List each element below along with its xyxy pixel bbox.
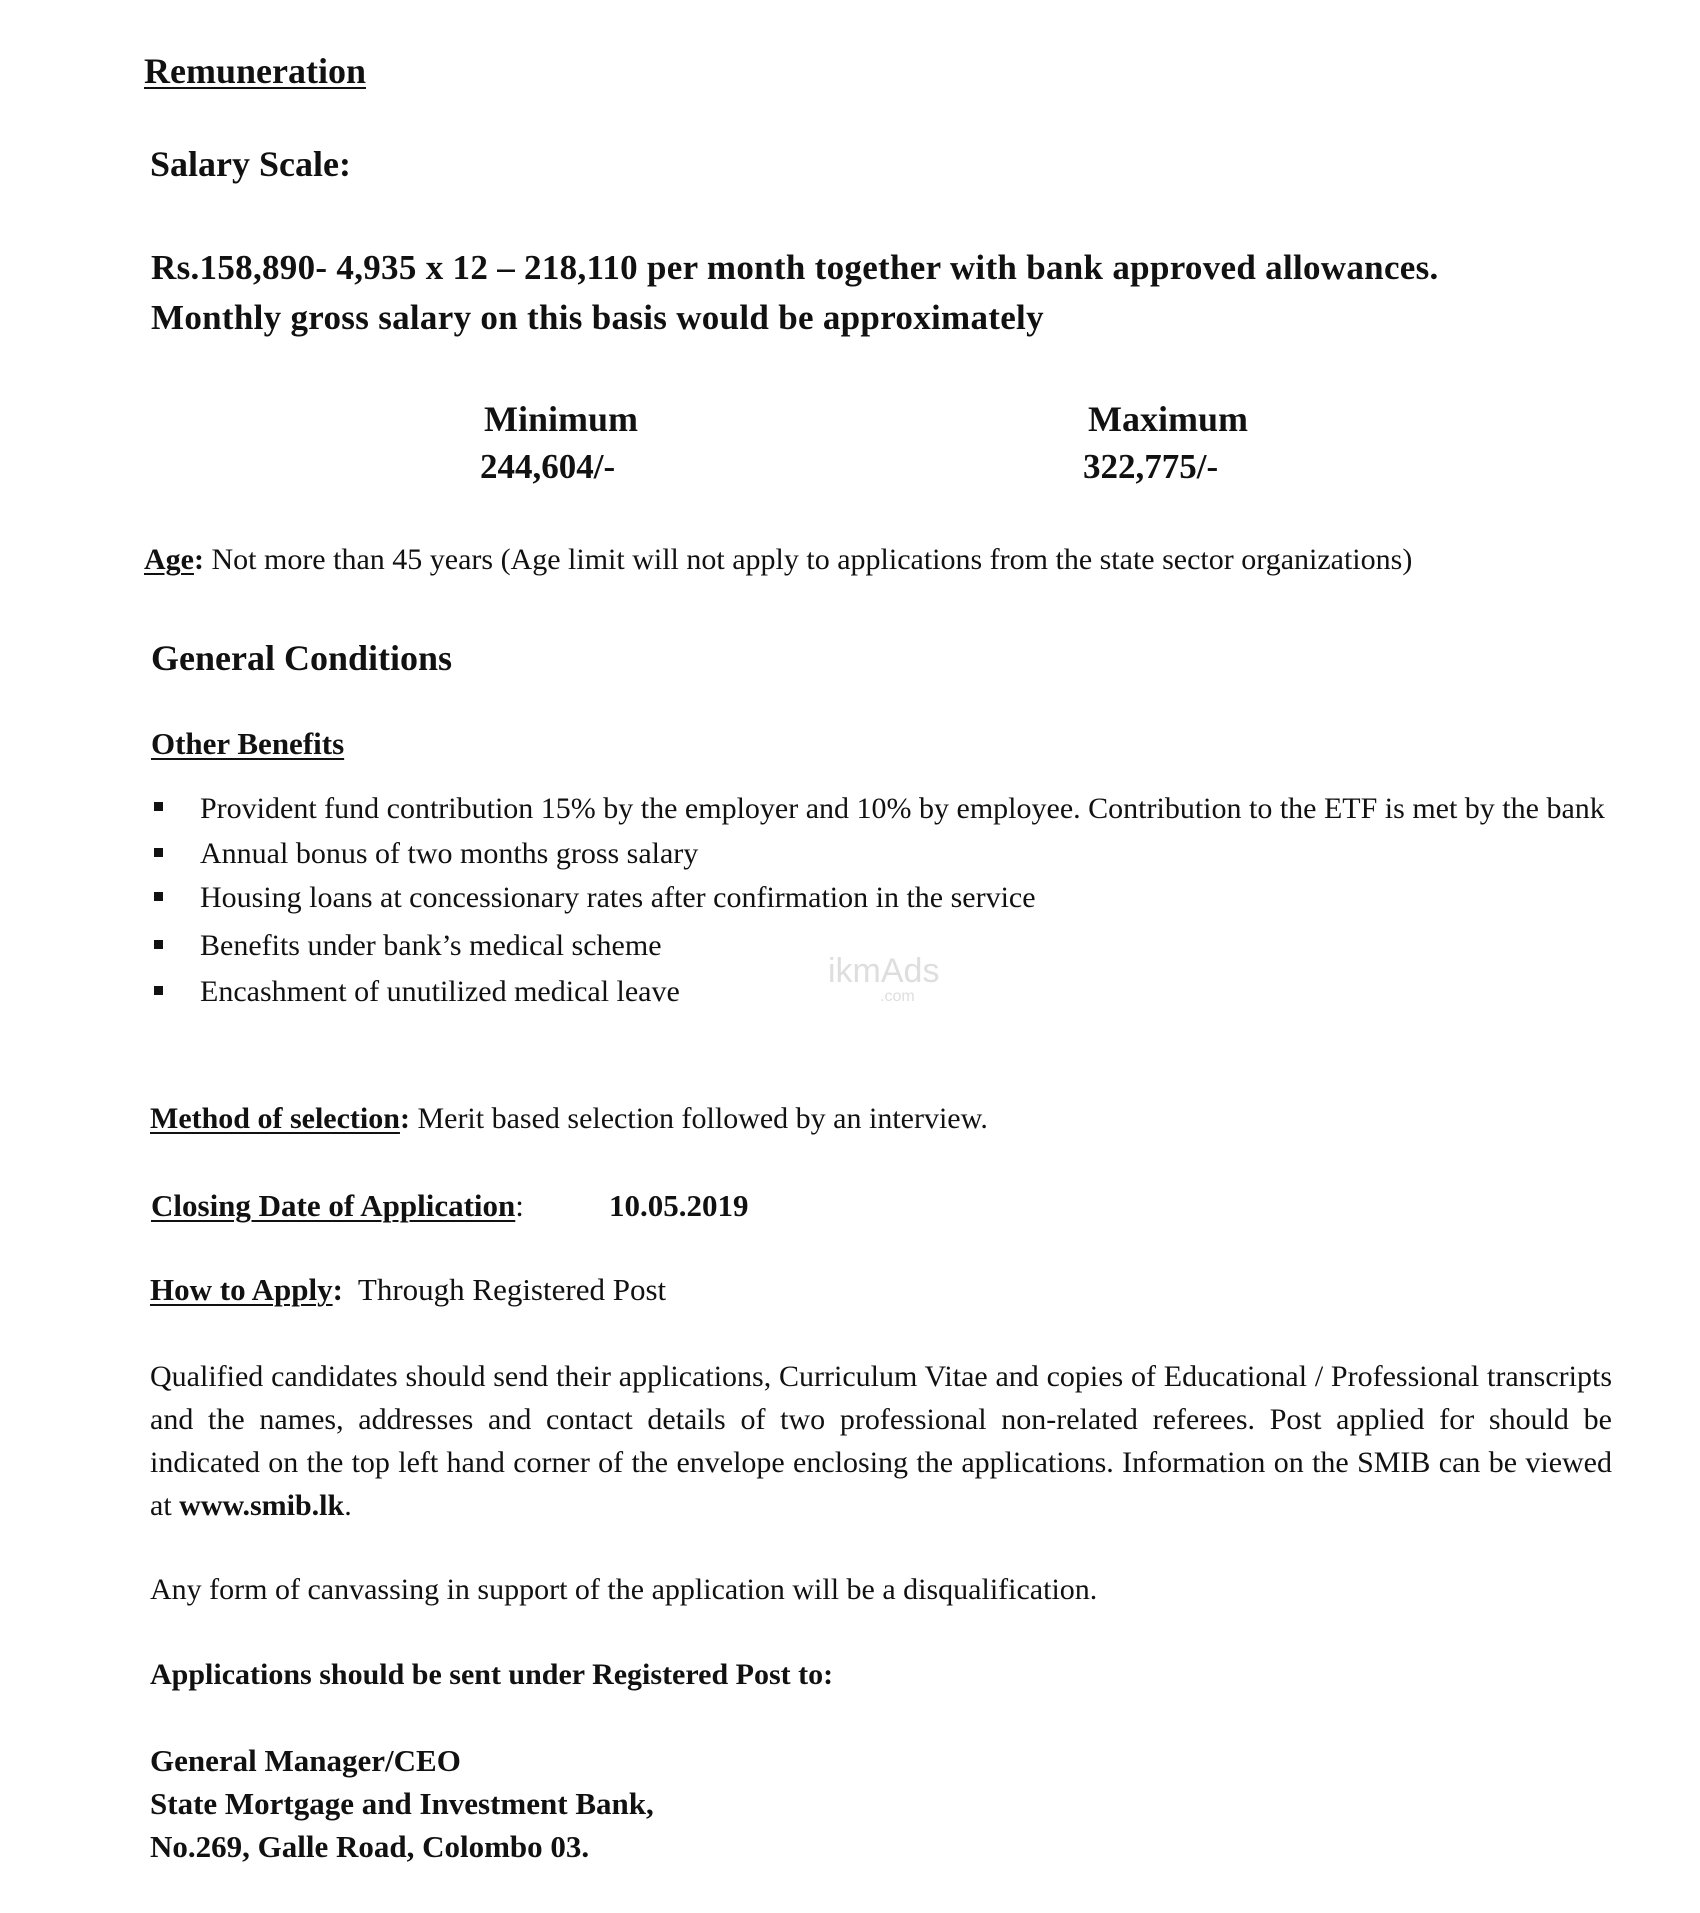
square-bullet-icon bbox=[154, 848, 163, 857]
benefit-text: Encashment of unutilized medical leave bbox=[200, 975, 680, 1008]
watermark-text: ikmAds bbox=[828, 952, 940, 990]
age-text: Not more than 45 years (Age limit will not apply to applications from the state sector organizations) bbox=[203, 543, 1413, 576]
closing-date-value: 10.05.2019 bbox=[609, 1188, 749, 1223]
instructions-text: Qualified candidates should send their applications, Curriculum Vitae and copies of Educational / Professional transcripts and the names, addresses and contact details of two professional non-related referees. Post applied for should be indicated on the top left hand corner of the envelope enclosing the applications. Information on the SMIB can be viewed at bbox=[150, 1360, 1612, 1522]
age-colon: : bbox=[193, 543, 204, 576]
minimum-value: 244,604/- bbox=[480, 447, 616, 486]
how-to-apply-colon: : bbox=[332, 1272, 343, 1307]
benefit-text: Provident fund contribution 15% by the employer and 10% by employee. Contribution to the ETF is met by the bank bbox=[200, 792, 1605, 825]
general-conditions-heading: General Conditions bbox=[151, 638, 453, 678]
canvassing-notice: Any form of canvassing in support of the application will be a disqualification. bbox=[150, 1573, 1098, 1606]
method-label: Method of selection bbox=[150, 1102, 400, 1135]
maximum-value: 322,775/- bbox=[1083, 447, 1219, 486]
closing-date-line bbox=[151, 1188, 524, 1224]
salary-scale-line-1: Rs.158,890- 4,935 x 12 – 218,110 per month together with bank approved allowances. bbox=[151, 248, 1439, 287]
method-of-selection bbox=[150, 1102, 988, 1136]
method-text: Merit based selection followed by an interview. bbox=[409, 1102, 988, 1135]
application-instructions-paragraph bbox=[150, 1355, 1612, 1527]
square-bullet-icon bbox=[154, 802, 163, 811]
address-line: State Mortgage and Investment Bank, bbox=[150, 1786, 654, 1821]
square-bullet-icon bbox=[154, 892, 163, 901]
method-colon: : bbox=[399, 1102, 410, 1135]
closing-date-label: Closing Date of Application bbox=[151, 1188, 516, 1223]
watermark-sub: .com bbox=[880, 988, 915, 1005]
minimum-label: Minimum bbox=[484, 399, 639, 439]
address-line: No.269, Galle Road, Colombo 03. bbox=[150, 1829, 590, 1864]
salary-scale-heading: Salary Scale: bbox=[150, 144, 351, 184]
benefit-text: Annual bonus of two months gross salary bbox=[200, 837, 699, 870]
square-bullet-icon bbox=[154, 940, 163, 949]
closing-date-colon: : bbox=[515, 1188, 524, 1223]
list-item bbox=[150, 788, 1620, 830]
age-label: Age bbox=[144, 543, 194, 576]
other-benefits-heading: Other Benefits bbox=[151, 726, 345, 761]
list-item bbox=[150, 834, 1620, 874]
square-bullet-icon bbox=[154, 986, 163, 995]
how-to-apply-label: How to Apply bbox=[150, 1272, 333, 1307]
remuneration-heading: Remuneration bbox=[144, 51, 366, 91]
benefit-text: Housing loans at concessionary rates after confirmation in the service bbox=[200, 881, 1036, 914]
address-line: General Manager/CEO bbox=[150, 1743, 461, 1778]
how-to-apply bbox=[150, 1272, 666, 1308]
age-requirement bbox=[144, 543, 1412, 577]
instructions-end: . bbox=[344, 1489, 352, 1522]
watermark-logo bbox=[770, 910, 950, 1010]
how-to-apply-text: Through Registered Post bbox=[342, 1272, 667, 1307]
applications-heading: Applications should be sent under Registered Post to: bbox=[150, 1658, 834, 1691]
website-link: www.smib.lk bbox=[179, 1489, 345, 1522]
maximum-label: Maximum bbox=[1088, 399, 1248, 439]
benefit-text: Benefits under bank’s medical scheme bbox=[200, 929, 662, 962]
salary-scale-line-2: Monthly gross salary on this basis would be approximately bbox=[151, 298, 1044, 337]
